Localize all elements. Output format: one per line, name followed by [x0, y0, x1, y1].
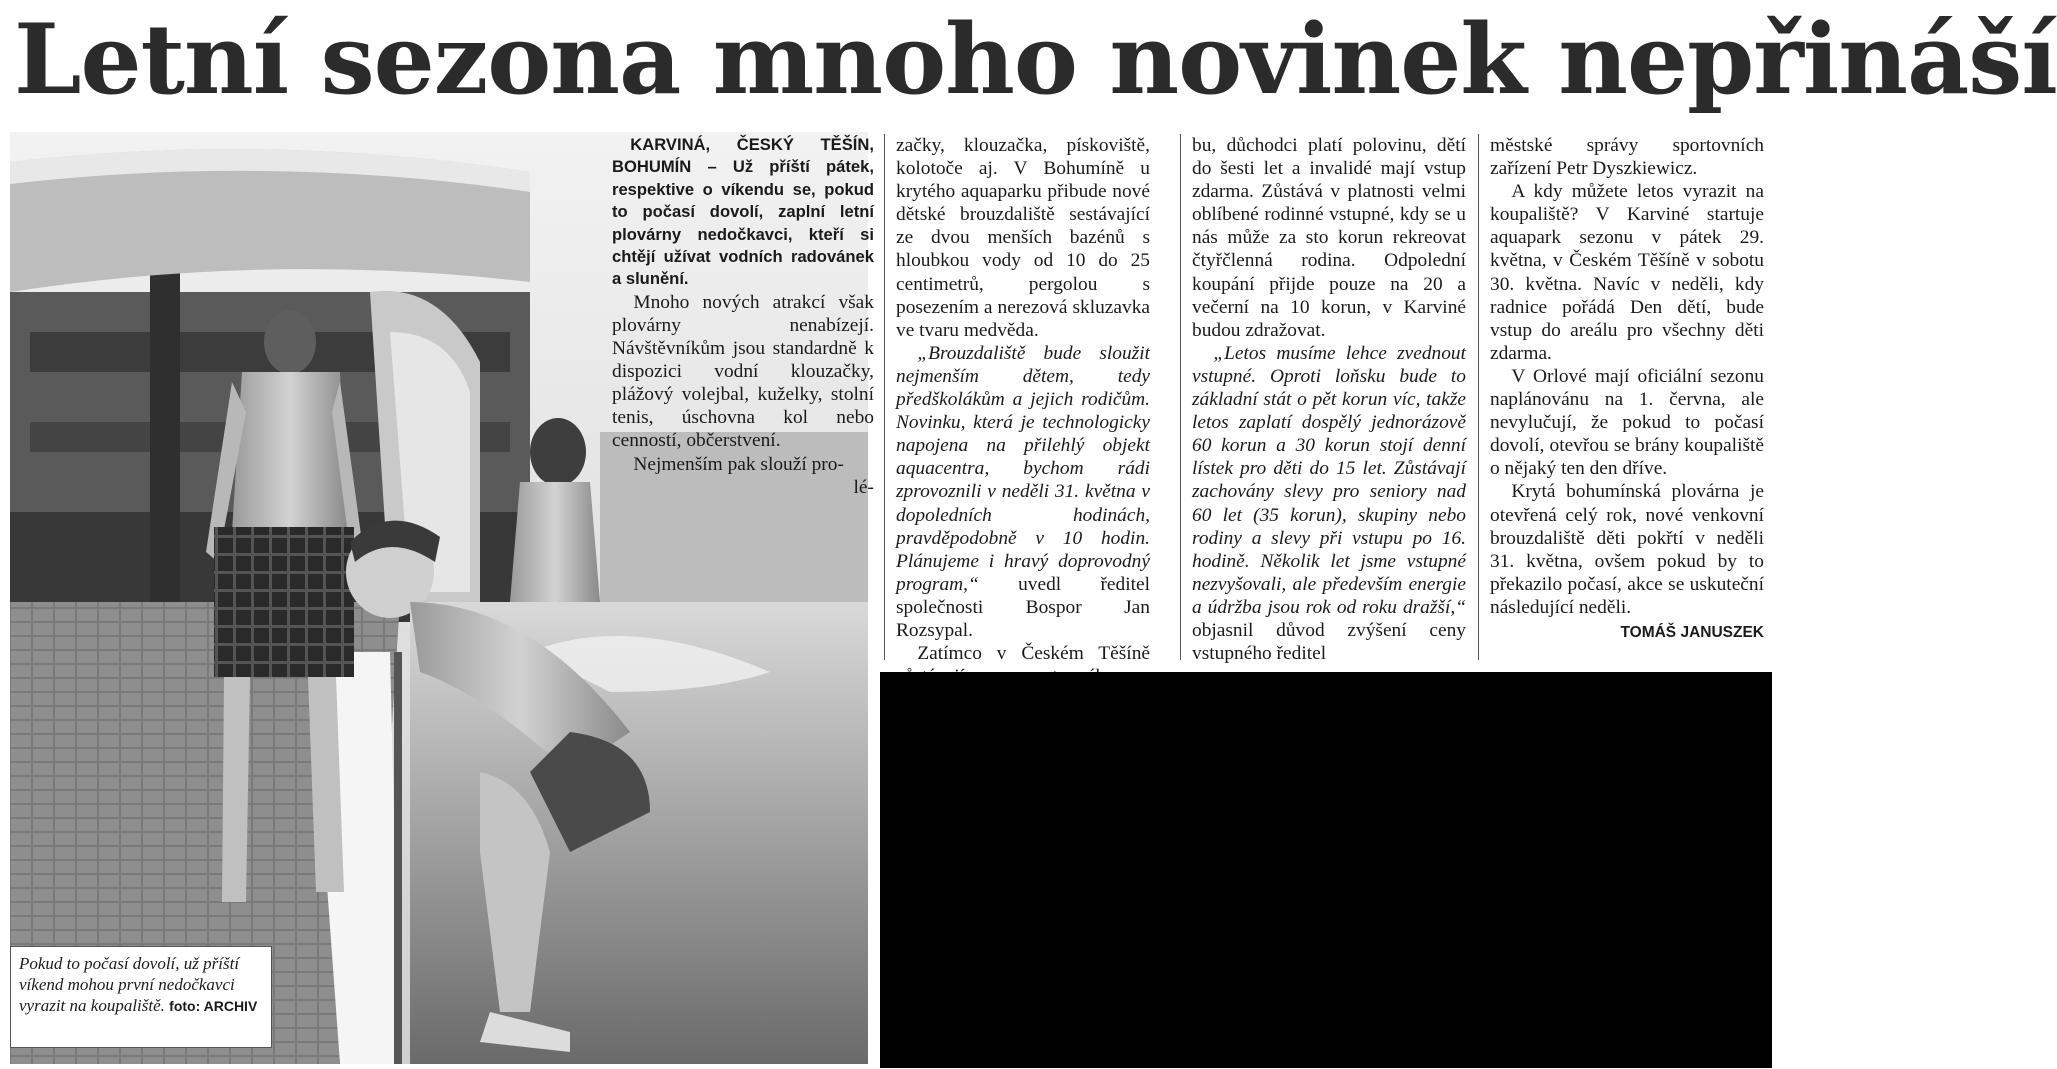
paragraph	[896, 342, 1150, 642]
photo-caption	[10, 946, 272, 1048]
redacted-area	[880, 672, 1772, 1068]
article-lead: KARVINÁ, ČESKÝ TĚŠÍN, BOHUMÍN – Už příští pátek, respektive o víkendu se, pokud to počasí dovolí, zaplní letní plovárny nedočkavci, kteří si chtějí užívat vodních radovánek a slunění.	[612, 135, 874, 289]
paragraph: A kdy můžete letos vyrazit na koupaliště? V Karviné startuje aquapark sezonu v pátek 29. května, v Českém Těšíně v sobotu 30. května. Navíc v neděli, kdy radnice pořádá Den dětí, bude vstup do areálu pro všechny děti zdarma.	[1490, 181, 1764, 364]
paragraph: městské správy sportovních zařízení Petr Dyszkiewicz.	[1490, 135, 1764, 180]
attribution: uvedl ředitel společnosti Bospor Jan Rozsypal.	[896, 573, 1150, 641]
author-byline: TOMÁŠ JANUSZEK	[1620, 623, 1764, 641]
quote: „Letos musíme lehce zvednout vstupné. Oproti loňsku bude to základní stát o pět korun víc, takže letos zaplatí dospělý jednorázově 60 korun a 30 korun stojí denní lístek pro děti do 15 let. Zůstávají zachovány slevy pro seniory nad 60 let (35 korun), skupiny nebo rodiny a slevy při vstupu po 16. hodině. Několik let jsme vstupné nezvyšovali, ale především energie a údržba jsou rok od roku dražší,“	[1192, 342, 1466, 618]
paragraph: začky, klouzačka, pískoviště, kolotoče aj. V Bohumíně u krytého aquaparku přibude nové dětské brouzdaliště sestávající ze dvou menších bazénů s hloubkou vody od 10 do 25 centimetrů, pergolou s posezením a nerezová skluzavka ve tvaru medvěda.	[896, 135, 1150, 341]
photo-credit: foto: ARCHIV	[169, 998, 258, 1014]
attribution: objasnil důvod zvýšení ceny vstupného ředitel	[1192, 619, 1466, 665]
caption-text: Pokud to počasí dovolí, už příští víkend mohou první nedočkavci vyrazit na koupaliště.	[19, 954, 240, 1015]
headline: Letní sezona mnoho novinek nepřináší	[14, 3, 2057, 116]
paragraph: Zatímco v Českém Těšíně	[917, 643, 1150, 665]
column-rule	[1180, 134, 1181, 660]
paragraph: bu, důchodci platí polovinu, dětí do šesti let a invalidé mají vstup zdarma. Zůstává v platnosti velmi oblíbené rodinné vstupné, kdy se u nás může za sto korun rekreovat čtyřčlenná rodina. Odpolední koupání přijde pouze na 20 a večerní na 10 korun, v Karviné budou zdražovat.	[1192, 135, 1466, 341]
column-rule	[1478, 134, 1479, 660]
quote: „Brouzdaliště bude sloužit nejmenším dětem, tedy předškolákům a jejich rodičům. Novinku, která je technologicky napojena na přilehlý objekt aquacentra, bychom rádi zprovoznili v neděli 31. května v dopoledních hodinách, pravděpodobně v 10 hodin. Plánujeme i hravý doprovodný program,“	[896, 342, 1150, 595]
paragraph-continuation: lé-	[853, 476, 874, 498]
article-column-4	[1490, 134, 1764, 644]
article-column-1	[612, 134, 874, 499]
paragraph: V Orlové mají oficiální sezonu naplánovánu na 1. června, ale nevylučují, že pokud to počasí dovolí, otevřou se brány koupaliště o nějaký ten den dříve.	[1490, 365, 1764, 480]
paragraph: Krytá bohumínská plovárna je otevřená celý rok, nové venkovní brouzdaliště děti pokřtí v neděli 31. května, ovšem pokud by to překazilo počasí, akce se uskuteční následující neděli.	[1490, 481, 1764, 618]
column-rule	[884, 134, 885, 660]
article-column-2	[896, 134, 1150, 711]
paragraph: Mnoho nových atrakcí však plovárny nenabízejí. Návštěvníkům jsou standardně k dispozici vodní klouzačky, plážový volejbal, kuželky, stolní tenis, úschovna kol nebo cenností, občerstvení.	[612, 291, 874, 452]
paragraph: Nejmenším pak slouží pro-	[633, 453, 844, 475]
paragraph	[1192, 342, 1466, 665]
article-column-3	[1192, 134, 1466, 665]
